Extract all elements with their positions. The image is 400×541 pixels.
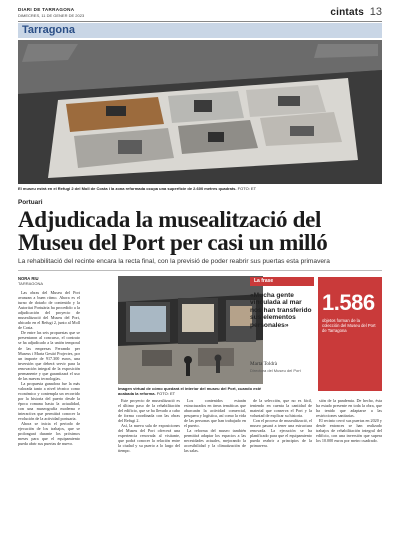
body-paragraph: De entre las seis propuestas que se presentaron al concurso, el contrato se ha adjudicado a la unión temporal de las empresas Ferrando per Museus i Marta Gestió Projectes, por un importe de 917.300 euros, una inversión que deberá servir para la renovación integral de la exposición permanente y que garantizará el uso de las nuevas tecnologías. <box>18 330 80 381</box>
floorplan-render <box>18 40 382 184</box>
page-number: 13 <box>369 6 382 18</box>
body-paragraph: La propuesta ganadora fue la más valorada tanto a nivel técnico como económico y contempla un recorrido por la historia del puerto desde la época romana hasta la actualidad, con una museografía moderna e interactiva que permitirá conocer la evolución de la actividad portuaria. <box>18 380 80 422</box>
museum-image-caption <box>118 386 263 396</box>
quote-tab-label: La frase <box>254 278 274 284</box>
body-paragraph: de la selección, que no es fácil, teniendo en cuenta la cantidad de material que conserva el Port y la voluntad de explicar su historia. <box>250 398 312 419</box>
hero-caption-text: El museu estrà en el Refugi 2 del Moll de Costa i la zona reformada ocupa una superfície de 2.600 metres quadrats. <box>18 186 237 191</box>
kicker: Portuari <box>18 199 43 206</box>
body-paragraph: Este proyecto de musealització es el último paso de la rehabilitación del edificio, que se ha llevado a cabo de forma coordinada con las obras del Refugi 2. <box>118 398 180 424</box>
body-paragraph: Los contenidos estarán estructurados en áreas temáticas que abarcarán la actividad comercial, pesquera y logística, así como la vida de las personas que han trabajado en el puerto. <box>184 398 246 429</box>
body-column-5 <box>316 398 382 530</box>
museum-caption-text: Imagen virtual de cómo quedará el interior del museu del Port, cuando esté acabada la reforma. <box>118 386 262 396</box>
section-label: cintats <box>330 7 364 18</box>
headline: Adjudicada la musealització del Museu del Port per casi un milló <box>18 207 328 255</box>
subheadline-rule <box>18 270 382 271</box>
section-title: Tarragona <box>22 24 75 36</box>
hero-credit: FOTO: ET <box>237 186 257 191</box>
body-column-4 <box>250 398 312 530</box>
issue-date: DIMECRES, 11 DE GENER DE 2023 <box>18 13 85 18</box>
body-column-1 <box>18 290 80 530</box>
body-paragraph: Con el proceso de musealització, el museo pasará a tener una estructura renovada. La ejecución se ha planificado para que el equipamiento pueda reabrir a principios de la primavera. <box>250 418 312 449</box>
masthead-rule <box>18 21 382 22</box>
body-paragraph: La reforma del museo también permitirá adaptar los espacios a las necesidades actuales, mejorando la accesibilidad y la climatización de las salas. <box>184 428 246 454</box>
stat-number: 1.586 <box>322 290 375 315</box>
body-paragraph: Ahora se inicia el periodo de ejecución de los trabajos, que se prolongará durante los próximos meses para que el equipamiento pueda abrir sus puertas de nuevo. <box>18 421 80 447</box>
body-paragraph: Las obras del Museu del Port avanzan a buen ritmo. Ahora es el turno de dotarlo de contenido y la Autoritat Portuària ha procedido a la adjudicación del proyecto de musealització del Museu del Port, ubicado en el Refugi 2, junto al Moll de Costa. <box>18 290 80 331</box>
interior-render <box>118 276 263 384</box>
subheadline: La rehabilitació del recinte encara la recta final, con la previsió de poder reabrir sus puertas esta primavera <box>18 258 330 265</box>
quote-author-role: Directora del Museu del Port <box>250 368 301 373</box>
pull-quote: «Mucha gente vinculada al mar nos han transferido sus elementos personales» <box>250 292 312 329</box>
newspaper-name: DIARI DE TARRAGONA <box>18 7 75 12</box>
byline-place: TARRAGONA <box>18 281 44 286</box>
body-column-3 <box>184 398 246 530</box>
byline-author: NORA RIU <box>18 276 39 281</box>
stat-description: objetos forman de la colección del Museu del Port de Tarragona <box>322 318 376 334</box>
museum-floorplan-photo <box>18 40 382 184</box>
museum-interior-render <box>118 276 263 384</box>
hero-caption <box>18 186 382 191</box>
quote-author: Marta Toldrà <box>250 361 278 367</box>
body-paragraph: Así, la nueva sala de exposiciones del Museu del Port ofrecerá una experiencia renovada al visitante, que podrá conocer la relación entre la ciudad y su puerto a lo largo del tiempo. <box>118 423 180 454</box>
body-paragraph: sión de la pandemia. De hecho, ésta ha estado presente en toda la obra, que ha tenido que adaptarse a las restricciones sanitarias. <box>316 398 382 419</box>
body-column-2 <box>118 398 180 530</box>
body-paragraph: El recinto cerró sus puertas en 2020 y desde entonces se han realizado trabajos de rehabilitación integral del edificio, con una inversión que supera los 10.000 euros por metro cuadrado. <box>316 418 382 444</box>
museum-caption-credit: FOTO: ET <box>156 391 176 396</box>
